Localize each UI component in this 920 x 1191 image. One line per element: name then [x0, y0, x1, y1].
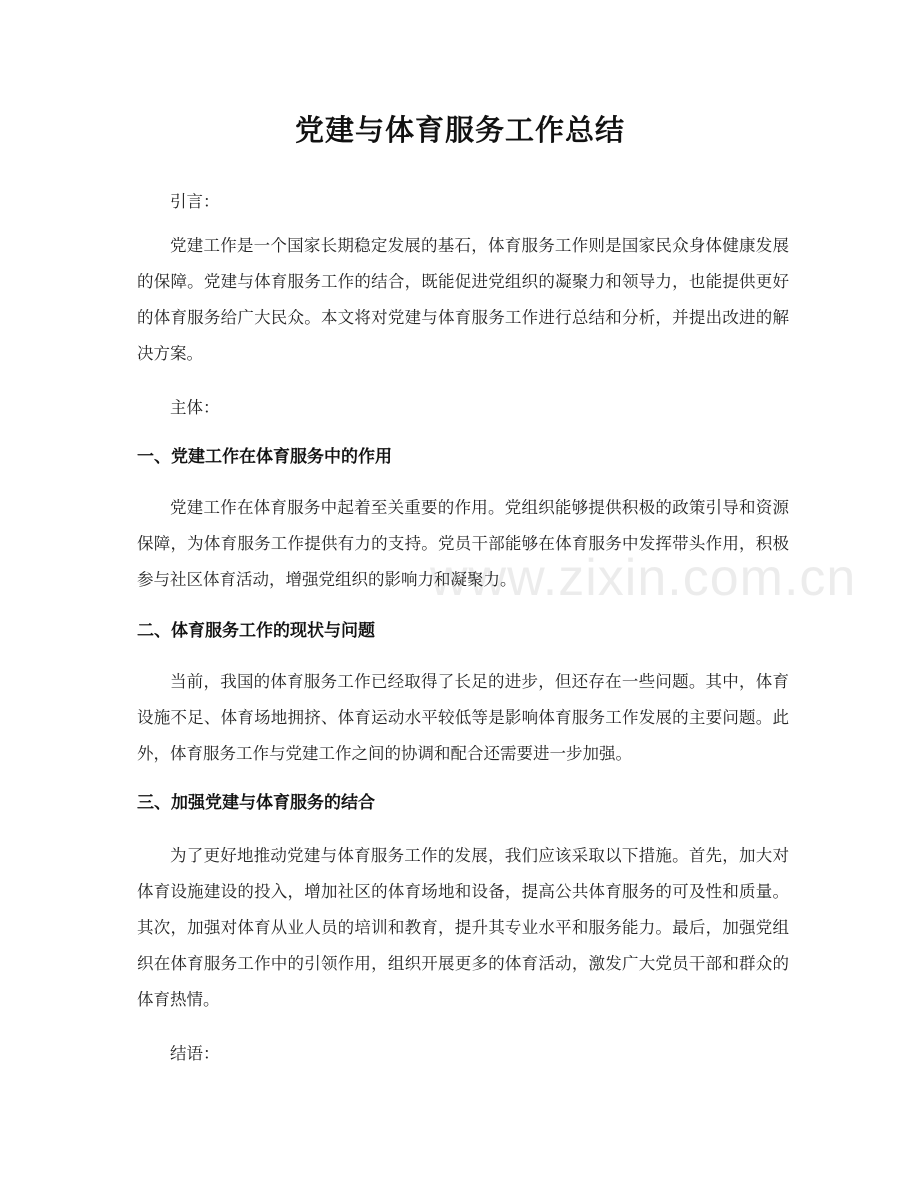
body-label: 主体： [170, 398, 220, 417]
section-2-heading: 二、体育服务工作的现状与问题 [137, 621, 375, 641]
section-3-heading: 三、加强党建与体育服务的结合 [137, 793, 375, 813]
document-title: 党建与体育服务工作总结 [294, 113, 625, 147]
section-2-paragraph: 当前，我国的体育服务工作已经取得了长足的进步，但还存在一些问题。其中，体育设施不足、体育场地拥挤、体育运动水平较低等是影响体育服务工作发展的主要问题。此外，体育服务工作与党建工作之间的协调和配合还需要进一步加强。 [137, 672, 789, 763]
intro-paragraph: 党建工作是一个国家长期稳定发展的基石，体育服务工作则是国家民众身体健康发展的保障。党建与体育服务工作的结合，既能促进党组织的凝聚力和领导力，也能提供更好的体育服务给广大民众。本文将对党建与体育服务工作进行总结和分析，并提出改进的解决方案。 [137, 236, 789, 363]
section-1-heading: 一、党建工作在体育服务中的作用 [137, 447, 392, 467]
watermark: www.zixin.com.cn [430, 549, 857, 607]
section-3-paragraph: 为了更好地推动党建与体育服务工作的发展，我们应该采取以下措施。首先，加大对体育设施建设的投入，增加社区的体育场地和设备，提高公共体育服务的可及性和质量。其次，加强对体育从业人员的培训和教育，提升其专业水平和服务能力。最后，加强党组织在体育服务工作中的引领作用，组织开展更多的体育活动，激发广大党员干部和群众的体育热情。 [137, 846, 789, 1009]
section-1-paragraph: 党建工作在体育服务中起着至关重要的作用。党组织能够提供积极的政策引导和资源保障，为体育服务工作提供有力的支持。党员干部能够在体育服务中发挥带头作用，积极参与社区体育活动，增强党组织的影响力和凝聚力。 [137, 498, 789, 589]
intro-label: 引言： [170, 192, 220, 211]
conclusion-label: 结语： [170, 1044, 220, 1063]
